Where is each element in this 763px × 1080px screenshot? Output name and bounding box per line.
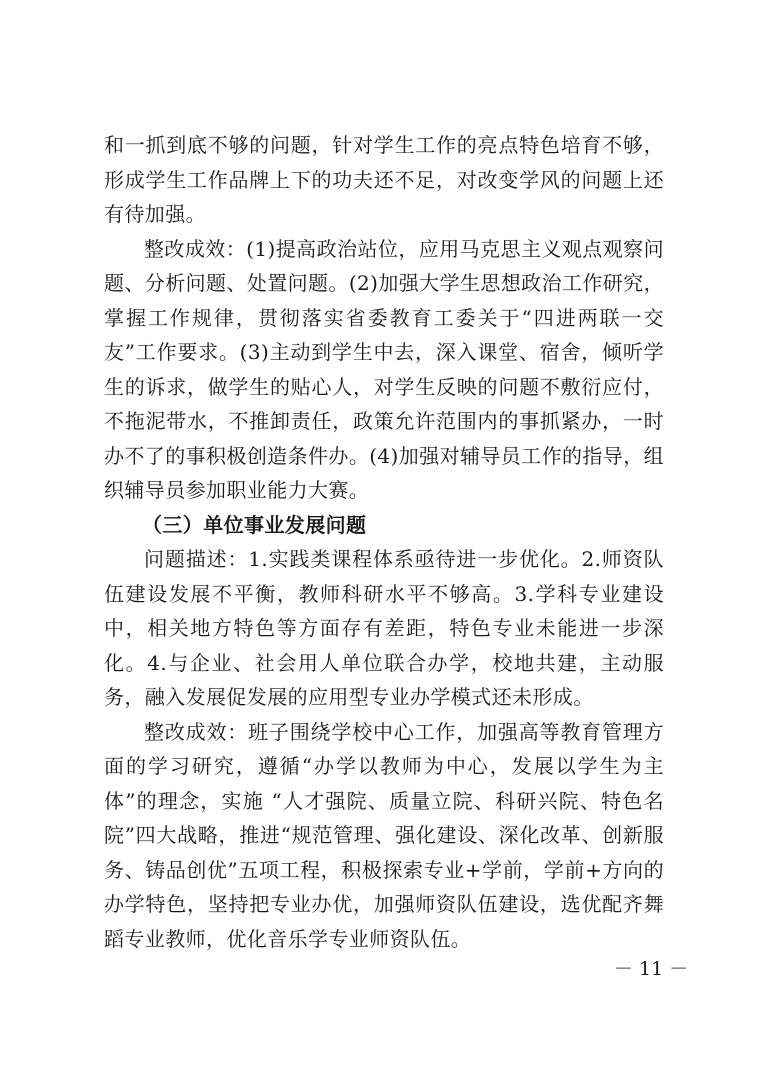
document-body	[104, 128, 664, 956]
paragraph-continued: 和一抓到底不够的问题，针对学生工作的亮点特色培育不够，形成学生工作品牌上下的功夫还不足，对改变学风的问题上还有待加强。	[104, 133, 664, 226]
page-number: － 11 －	[614, 958, 689, 980]
section-heading: （三）单位事业发展问题	[142, 512, 367, 537]
paragraph-problem-description: 问题描述：1.实践类课程体系亟待进一步优化。2.师资队伍建设发展不平衡，教师科研水平不够高。3.学科专业建设中，相关地方特色等方面存有差距，特色专业未能进一步深化。4.与企业、社会用人单位联合办学，校地共建，主动服务，融入发展促发展的应用型专业办学模式还未形成。	[104, 547, 664, 709]
paragraph-rectification-results-2: 整改成效：班子围绕学校中心工作，加强高等教育管理方面的学习研究，遵循“办学以教师为中心，发展以学生为主体”的理念，实施 “人才强院、质量立院、科研兴院、特色名院”四大战略，推进“规范管理、强化建设、深化改革、创新服务、铸品创优”五项工程，积极探索专业+学前，学前+方向的办学特色，坚持把专业办优，加强师资队伍建设，选优配齐舞蹈专业教师，优化音乐学专业师资队伍。	[104, 719, 664, 951]
paragraph-rectification-results-1: 整改成效：(1)提高政治站位，应用马克思主义观点观察问题、分析问题、处置问题。(2)加强大学生思想政治工作研究，掌握工作规律，贯彻落实省委教育工委关于“四进两联一交友”工作要求。(3)主动到学生中去，深入课堂、宿舍，倾听学生的诉求，做学生的贴心人，对学生反映的问题不敷衍应付，不拖泥带水，不推卸责任，政策允许范围内的事抓紧办，一时办不了的事积极创造条件办。(4)加强对辅导员工作的指导，组织辅导员参加职业能力大赛。	[104, 236, 664, 502]
